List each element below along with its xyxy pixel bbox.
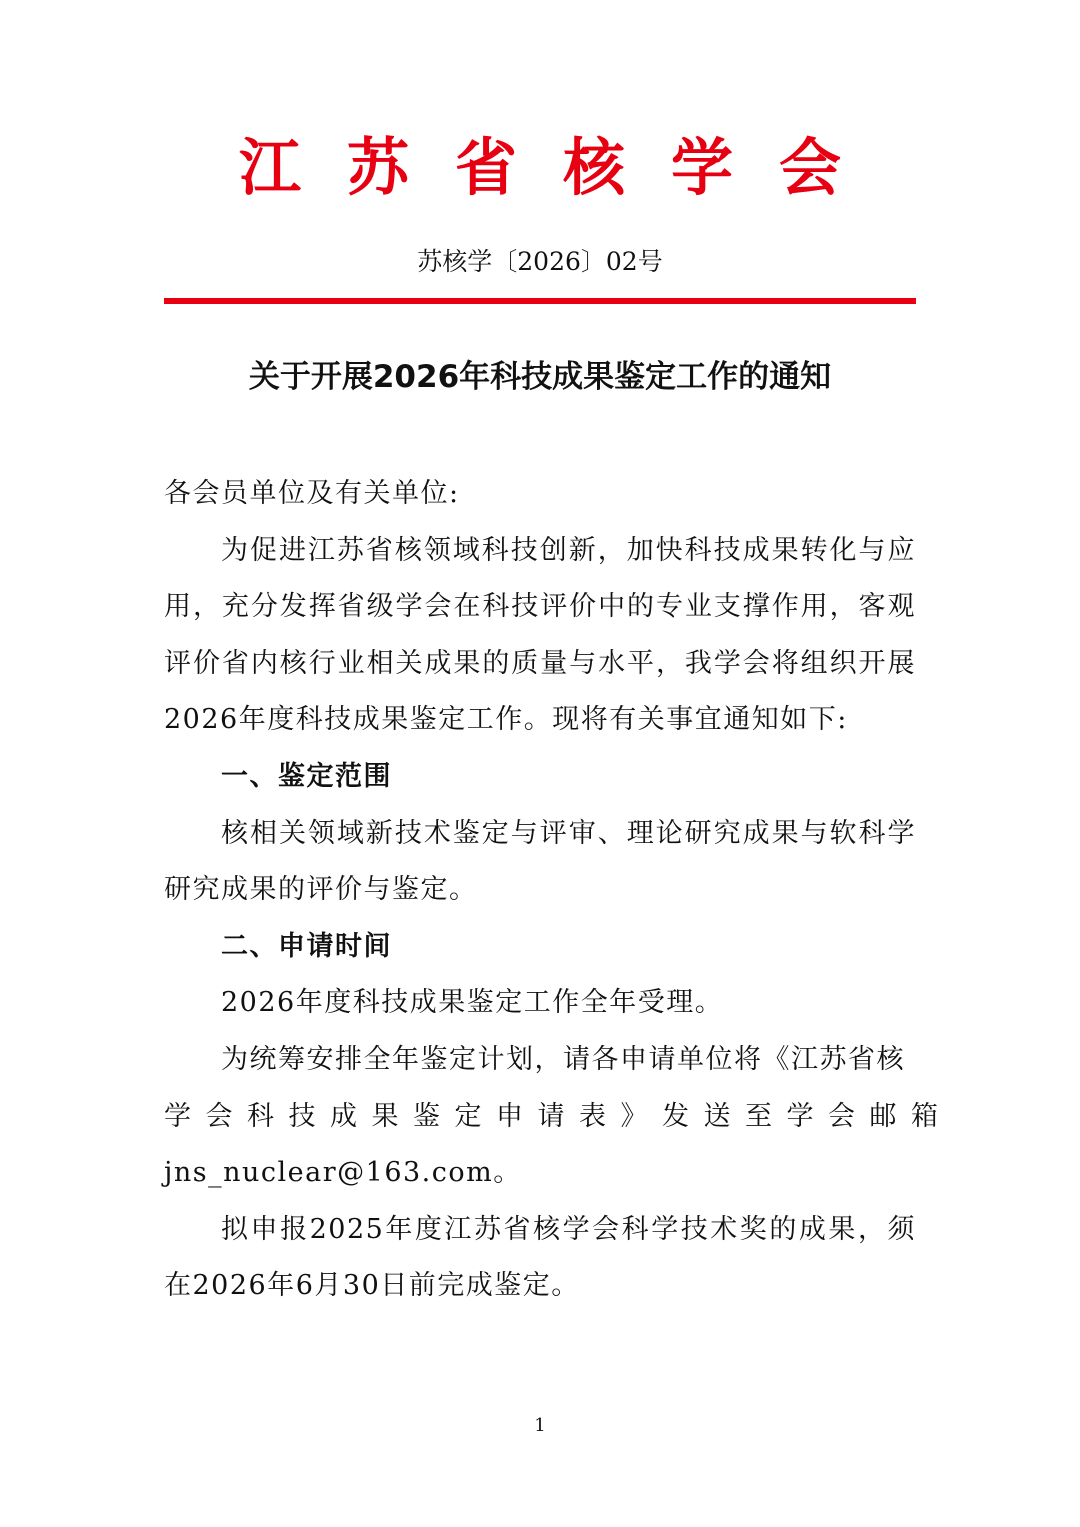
notice-body	[164, 466, 953, 1315]
award-deadline-paragraph: 拟申报2025年度江苏省核学会科学技术奖的成果，须在2026年6月30日前完成鉴定。	[164, 1213, 916, 1302]
application-time-text: 2026年度科技成果鉴定工作全年受理。	[221, 987, 724, 1019]
salutation: 各会员单位及有关单位:	[164, 478, 460, 509]
section-heading-scope: 一、鉴定范围	[221, 760, 392, 792]
organization-title: 江苏省核学会	[238, 131, 887, 204]
section-heading-application-time: 二、申请时间	[221, 930, 392, 962]
notice-title: 关于开展2026年科技成果鉴定工作的通知	[248, 359, 832, 395]
submission-instruction-line-2: 学会科技成果鉴定申请表》发送至学会邮箱	[164, 1100, 953, 1132]
intro-paragraph: 为促进江苏省核领域科技创新，加快科技成果转化与应用，充分发挥省级学会在科技评价中的专业支撑作用，客观评价省内核行业相关成果的质量与水平，我学会将组织开展2026年度科技成果鉴定工作。现将有关事宜通知如下:	[164, 534, 916, 736]
section-scope-text: 核相关领域新技术鉴定与评审、理论研究成果与软科学研究成果的评价与鉴定。	[164, 817, 916, 906]
document-number: 苏核学〔2026〕02号	[417, 247, 663, 276]
submission-email: jns_nuclear@163.com。	[164, 1157, 522, 1189]
submission-instruction-line-1: 为统筹安排全年鉴定计划，请各申请单位将《江苏省核	[221, 1043, 905, 1075]
page-number: 1	[534, 1415, 546, 1436]
red-divider-rule	[164, 298, 916, 304]
